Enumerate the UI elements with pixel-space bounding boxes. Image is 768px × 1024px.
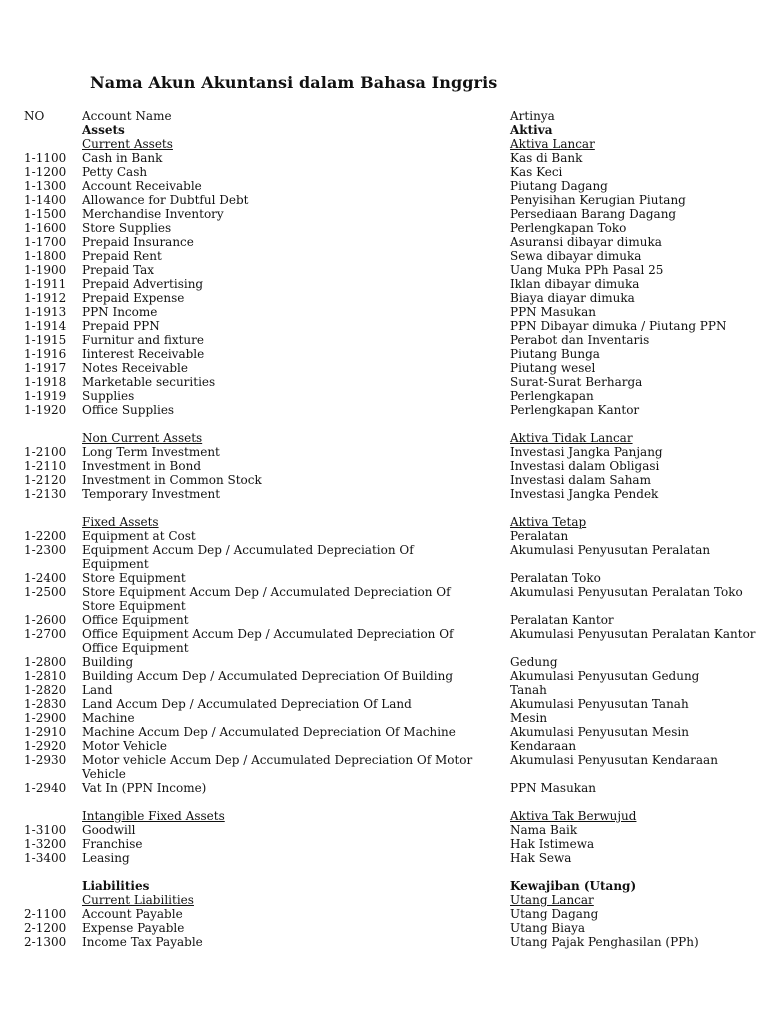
table-row	[0, 655, 768, 669]
account-meaning: Aktiva Tidak Lancar	[510, 431, 633, 445]
account-name: Supplies	[82, 389, 135, 403]
account-number: 1-2810	[24, 669, 67, 683]
account-name: Store Supplies	[82, 221, 172, 235]
account-meaning: PPN Dibayar dimuka / Piutang PPN	[510, 319, 727, 333]
table-row	[0, 333, 768, 347]
table-row	[0, 935, 768, 949]
account-meaning: Kendaraan	[510, 739, 577, 753]
account-meaning: Perabot dan Inventaris	[510, 333, 650, 347]
table-row	[0, 165, 768, 179]
account-meaning: Piutang Bunga	[510, 347, 600, 361]
account-number: 1-2800	[24, 655, 67, 669]
table-row	[0, 851, 768, 865]
account-name: Machine Accum Dep / Accumulated Depreciation Of Machine	[82, 725, 456, 739]
account-meaning: Hak Istimewa	[510, 837, 595, 851]
account-number: 1-1800	[24, 249, 67, 263]
account-meaning: Utang Lancar	[510, 893, 594, 907]
table-row	[0, 921, 768, 935]
table-row	[0, 221, 768, 235]
table-row	[0, 837, 768, 851]
header-meaning: Artinya	[510, 109, 555, 123]
account-meaning: Persediaan Barang Dagang	[510, 207, 677, 221]
account-number: 1-1200	[24, 165, 67, 179]
subsection-heading-row	[0, 515, 768, 529]
account-meaning: Kas Keci	[510, 165, 563, 179]
table-row	[0, 235, 768, 249]
account-number: 1-2920	[24, 739, 67, 753]
subsection-heading-row	[0, 809, 768, 823]
table-row	[0, 389, 768, 403]
account-number: 1-1912	[24, 291, 67, 305]
account-number: 1-1600	[24, 221, 67, 235]
account-name: Equipment at Cost	[82, 529, 196, 543]
account-name: Account Receivable	[82, 179, 202, 193]
account-number: 1-2300	[24, 543, 67, 557]
section-heading-row	[0, 879, 768, 893]
table-row	[0, 627, 768, 655]
account-number: 1-1300	[24, 179, 67, 193]
account-number: 2-1200	[24, 921, 67, 935]
account-number: 1-1900	[24, 263, 67, 277]
account-meaning: Gedung	[510, 655, 558, 669]
table-row	[0, 683, 768, 697]
account-meaning: Investasi Jangka Pendek	[510, 487, 659, 501]
table-row	[0, 697, 768, 711]
account-name: Current Liabilities	[82, 893, 194, 907]
account-meaning: Asuransi dibayar dimuka	[510, 235, 662, 249]
account-name: Liabilities	[82, 879, 150, 893]
account-meaning: Perlengkapan Toko	[510, 221, 627, 235]
account-name: Account Payable	[82, 907, 183, 921]
account-number: 1-2700	[24, 627, 67, 641]
account-number: 1-2830	[24, 697, 67, 711]
account-number: 1-3200	[24, 837, 67, 851]
table-row	[0, 613, 768, 627]
account-meaning: Sewa dibayar dimuka	[510, 249, 642, 263]
blank-row	[0, 501, 768, 515]
account-name: Iinterest Receivable	[82, 347, 205, 361]
account-number: 2-1100	[24, 907, 67, 921]
table-row	[0, 753, 768, 781]
account-meaning: Investasi dalam Obligasi	[510, 459, 660, 473]
account-name: Machine	[82, 711, 135, 725]
account-number: 1-2820	[24, 683, 67, 697]
account-meaning: Mesin	[510, 711, 548, 725]
account-name: PPN Income	[82, 305, 158, 319]
account-name: Prepaid Insurance	[82, 235, 194, 249]
document-title: Nama Akun Akuntansi dalam Bahasa Inggris	[90, 73, 498, 92]
account-name: Allowance for Dubtful Debt	[82, 193, 249, 207]
account-meaning: Penyisihan Kerugian Piutang	[510, 193, 686, 207]
account-meaning: Aktiva Tak Berwujud	[510, 809, 637, 823]
account-meaning: Biaya diayar dimuka	[510, 291, 635, 305]
account-name: Prepaid Expense	[82, 291, 185, 305]
account-name: Office Equipment	[82, 613, 189, 627]
table-row	[0, 263, 768, 277]
account-name: Motor vehicle Accum Dep / Accumulated Depreciation Of Motor Vehicle	[82, 753, 473, 781]
account-name: Prepaid Tax	[82, 263, 155, 277]
account-meaning: Akumulasi Penyusutan Mesin	[510, 725, 689, 739]
table-row	[0, 907, 768, 921]
account-meaning: Aktiva	[510, 123, 553, 137]
account-name: Store Equipment	[82, 571, 186, 585]
account-meaning: Utang Biaya	[510, 921, 586, 935]
account-name: Fixed Assets	[82, 515, 159, 529]
table-row	[0, 361, 768, 375]
account-name: Intangible Fixed Assets	[82, 809, 225, 823]
account-number: 1-2940	[24, 781, 67, 795]
blank-row	[0, 865, 768, 879]
account-number: 1-2500	[24, 585, 67, 599]
table-row	[0, 739, 768, 753]
table-header	[0, 109, 768, 123]
account-number: 1-1918	[24, 375, 67, 389]
table-row	[0, 151, 768, 165]
account-meaning: Utang Dagang	[510, 907, 599, 921]
table-row	[0, 459, 768, 473]
account-number: 1-1400	[24, 193, 67, 207]
account-name: Long Term Investment	[82, 445, 220, 459]
account-number: 1-2110	[24, 459, 67, 473]
account-meaning: Perlengkapan Kantor	[510, 403, 640, 417]
account-name: Cash in Bank	[82, 151, 163, 165]
header-no: NO	[24, 109, 45, 123]
account-name: Vat In (PPN Income)	[82, 781, 207, 795]
account-meaning: Kewajiban (Utang)	[510, 879, 637, 893]
account-name: Petty Cash	[82, 165, 148, 179]
table-row	[0, 193, 768, 207]
account-number: 1-1916	[24, 347, 67, 361]
account-name: Temporary Investment	[82, 487, 221, 501]
account-meaning: Akumulasi Penyusutan Gedung	[510, 669, 700, 683]
account-meaning: Uang Muka PPh Pasal 25	[510, 263, 664, 277]
account-meaning: Aktiva Tetap	[510, 515, 587, 529]
table-row	[0, 781, 768, 795]
account-name: Building Accum Dep / Accumulated Depreciation Of Building	[82, 669, 454, 683]
account-number: 2-1300	[24, 935, 67, 949]
account-meaning: Tanah	[510, 683, 547, 697]
account-meaning: Akumulasi Penyusutan Kendaraan	[510, 753, 718, 767]
account-number: 1-1917	[24, 361, 67, 375]
account-name: Prepaid PPN	[82, 319, 160, 333]
account-meaning: Perlengkapan	[510, 389, 594, 403]
account-name: Merchandise Inventory	[82, 207, 224, 221]
table-row	[0, 249, 768, 263]
account-name: Motor Vehicle	[82, 739, 168, 753]
account-meaning: Surat-Surat Berharga	[510, 375, 643, 389]
account-name: Building	[82, 655, 134, 669]
account-meaning: Kas di Bank	[510, 151, 583, 165]
table-row	[0, 529, 768, 543]
subsection-heading-row	[0, 893, 768, 907]
account-number: 1-1915	[24, 333, 67, 347]
account-number: 1-2100	[24, 445, 67, 459]
account-name: Equipment Accum Dep / Accumulated Depreciation Of Equipment	[82, 543, 414, 571]
account-name: Assets	[82, 123, 125, 137]
account-name: Prepaid Rent	[82, 249, 162, 263]
table-row	[0, 585, 768, 613]
account-meaning: Piutang wesel	[510, 361, 596, 375]
table-row	[0, 179, 768, 193]
account-name: Notes Receivable	[82, 361, 188, 375]
table-row	[0, 543, 768, 571]
account-number: 1-2910	[24, 725, 67, 739]
account-number: 1-1919	[24, 389, 67, 403]
account-number: 1-1100	[24, 151, 67, 165]
account-number: 1-1914	[24, 319, 67, 333]
table-row	[0, 403, 768, 417]
account-number: 1-1913	[24, 305, 67, 319]
account-meaning: Akumulasi Penyusutan Tanah	[510, 697, 689, 711]
account-number: 1-2120	[24, 473, 67, 487]
account-name: Franchise	[82, 837, 143, 851]
account-number: 1-2130	[24, 487, 67, 501]
account-name: Leasing	[82, 851, 130, 865]
table-row	[0, 571, 768, 585]
account-meaning: Hak Sewa	[510, 851, 572, 865]
account-name: Land	[82, 683, 113, 697]
table-row	[0, 277, 768, 291]
account-number: 1-1500	[24, 207, 67, 221]
account-meaning: Peralatan Toko	[510, 571, 601, 585]
account-name: Office Supplies	[82, 403, 175, 417]
subsection-heading-row	[0, 431, 768, 445]
account-name: Prepaid Advertising	[82, 277, 204, 291]
table-body	[0, 123, 768, 949]
account-name: Marketable securities	[82, 375, 216, 389]
account-number: 1-2600	[24, 613, 67, 627]
header-account-name: Account Name	[82, 109, 172, 123]
table-row	[0, 711, 768, 725]
table-row	[0, 347, 768, 361]
account-meaning: Iklan dibayar dimuka	[510, 277, 640, 291]
account-table	[0, 109, 768, 949]
section-heading-row	[0, 123, 768, 137]
table-row	[0, 375, 768, 389]
table-row	[0, 473, 768, 487]
table-row	[0, 291, 768, 305]
account-meaning: Nama Baik	[510, 823, 578, 837]
account-name: Investment in Common Stock	[82, 473, 262, 487]
account-meaning: PPN Masukan	[510, 305, 596, 319]
table-row	[0, 445, 768, 459]
blank-row	[0, 417, 768, 431]
account-meaning: Aktiva Lancar	[510, 137, 595, 151]
account-meaning: Utang Pajak Penghasilan (PPh)	[510, 935, 699, 949]
account-name: Income Tax Payable	[82, 935, 203, 949]
account-name: Current Assets	[82, 137, 173, 151]
account-name: Office Equipment Accum Dep / Accumulated Depreciation Of Office Equipment	[82, 627, 454, 655]
account-number: 1-3400	[24, 851, 67, 865]
account-name: Non Current Assets	[82, 431, 203, 445]
account-meaning: Investasi dalam Saham	[510, 473, 651, 487]
account-number: 1-1700	[24, 235, 67, 249]
account-number: 1-3100	[24, 823, 67, 837]
subsection-heading-row	[0, 137, 768, 151]
account-name: Furnitur and fixture	[82, 333, 204, 347]
table-row	[0, 319, 768, 333]
account-number: 1-1920	[24, 403, 67, 417]
account-number: 1-2200	[24, 529, 67, 543]
table-row	[0, 823, 768, 837]
account-meaning: Investasi Jangka Panjang	[510, 445, 663, 459]
table-row	[0, 207, 768, 221]
account-meaning: Peralatan Kantor	[510, 613, 614, 627]
account-name: Goodwill	[82, 823, 136, 837]
account-number: 1-2930	[24, 753, 67, 767]
account-number: 1-2900	[24, 711, 67, 725]
account-meaning: PPN Masukan	[510, 781, 596, 795]
account-number: 1-2400	[24, 571, 67, 585]
table-row	[0, 305, 768, 319]
account-meaning: Peralatan	[510, 529, 569, 543]
account-name: Expense Payable	[82, 921, 185, 935]
account-meaning: Akumulasi Penyusutan Peralatan	[510, 543, 711, 557]
table-row	[0, 487, 768, 501]
account-number: 1-1911	[24, 277, 67, 291]
account-meaning: Akumulasi Penyusutan Peralatan Kantor	[510, 627, 756, 641]
account-meaning: Akumulasi Penyusutan Peralatan Toko	[510, 585, 743, 599]
table-row	[0, 725, 768, 739]
account-meaning: Piutang Dagang	[510, 179, 608, 193]
blank-row	[0, 795, 768, 809]
account-name: Store Equipment Accum Dep / Accumulated Depreciation Of Store Equipment	[82, 585, 451, 613]
table-row	[0, 669, 768, 683]
account-name: Land Accum Dep / Accumulated Depreciation Of Land	[82, 697, 412, 711]
account-name: Investment in Bond	[82, 459, 202, 473]
